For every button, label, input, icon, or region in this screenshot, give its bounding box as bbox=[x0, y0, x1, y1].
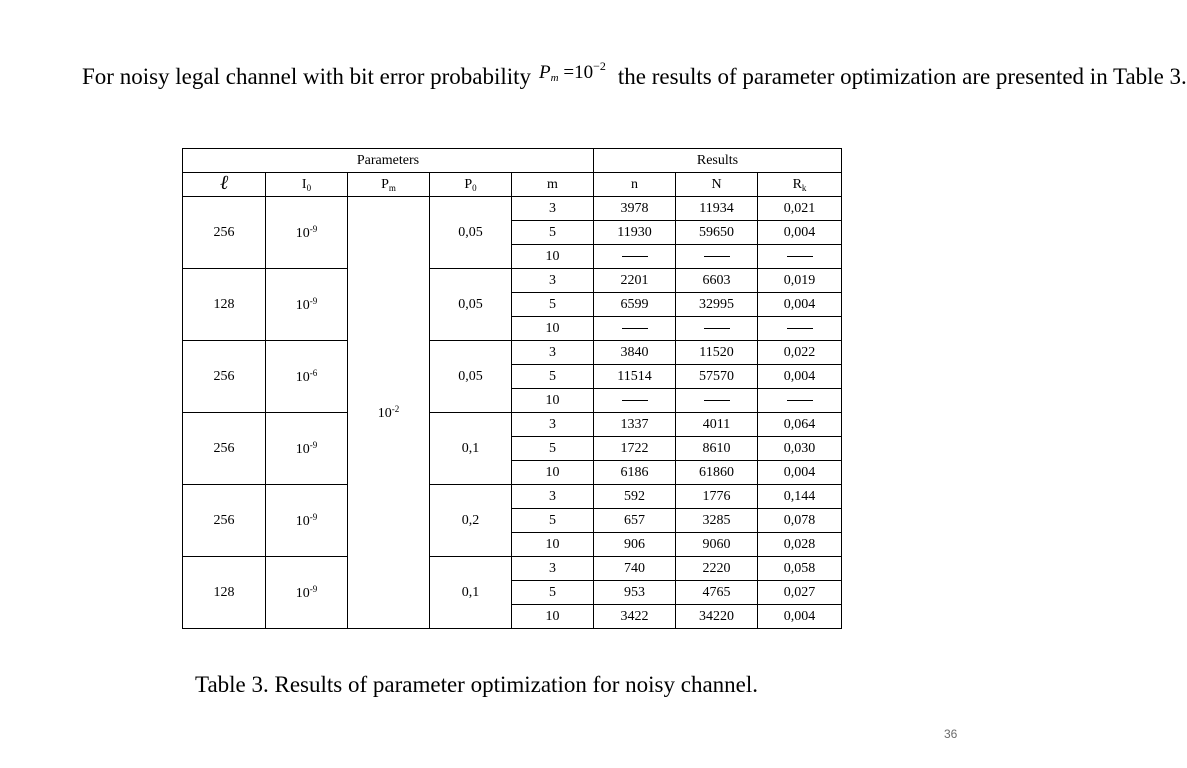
column-header-subscript: 0 bbox=[472, 182, 477, 193]
cell-ell: 128 bbox=[183, 269, 266, 341]
cell-N: 9060 bbox=[676, 533, 758, 557]
i0-exp: -9 bbox=[309, 583, 318, 594]
cell-p0: 0,05 bbox=[430, 341, 512, 413]
cell-Rk: 0,078 bbox=[758, 509, 842, 533]
cell-n: 592 bbox=[594, 485, 676, 509]
cell-ell: 256 bbox=[183, 413, 266, 485]
i0-base: 10 bbox=[295, 585, 310, 601]
cell-m: 10 bbox=[512, 245, 594, 269]
intro-text-before: For noisy legal channel with bit error probability bbox=[82, 64, 532, 89]
column-header-label: P bbox=[464, 176, 473, 192]
results-table bbox=[182, 148, 842, 629]
cell-ell: 128 bbox=[183, 557, 266, 629]
cell-Rk: 0,022 bbox=[758, 341, 842, 365]
cell-N: 8610 bbox=[676, 437, 758, 461]
cell-n: 3840 bbox=[594, 341, 676, 365]
cell-N: 59650 bbox=[676, 221, 758, 245]
cell-N bbox=[676, 317, 758, 341]
column-header-label: I bbox=[301, 176, 307, 192]
column-header-N bbox=[676, 173, 758, 197]
bit-error-formula bbox=[539, 50, 606, 95]
cell-n: 2201 bbox=[594, 269, 676, 293]
column-header-subscript: 0 bbox=[306, 182, 312, 193]
cell-p0: 0,05 bbox=[430, 197, 512, 269]
cell-ell: 256 bbox=[183, 197, 266, 269]
pm-base: 10 bbox=[377, 405, 392, 421]
i0-exp: -9 bbox=[309, 295, 318, 306]
cell-Rk: 0,004 bbox=[758, 605, 842, 629]
cell-N: 4011 bbox=[676, 413, 758, 437]
table-row bbox=[183, 485, 842, 509]
cell-Rk: 0,064 bbox=[758, 413, 842, 437]
cell-N bbox=[676, 245, 758, 269]
cell-m: 5 bbox=[512, 509, 594, 533]
dash-mark bbox=[787, 400, 813, 401]
cell-ell: 256 bbox=[183, 341, 266, 413]
table-row bbox=[183, 269, 842, 293]
cell-m: 5 bbox=[512, 293, 594, 317]
cell-n: 740 bbox=[594, 557, 676, 581]
i0-exp: -9 bbox=[309, 439, 318, 450]
cell-m: 3 bbox=[512, 197, 594, 221]
cell-n: 3422 bbox=[594, 605, 676, 629]
cell-p0: 0,2 bbox=[430, 485, 512, 557]
cell-n: 11930 bbox=[594, 221, 676, 245]
cell-Rk bbox=[758, 317, 842, 341]
dash-mark bbox=[787, 256, 813, 257]
cell-m: 10 bbox=[512, 605, 594, 629]
cell-ell: 256 bbox=[183, 485, 266, 557]
cell-i0 bbox=[266, 269, 348, 341]
cell-m: 3 bbox=[512, 269, 594, 293]
dash-mark bbox=[622, 400, 648, 401]
dash-mark bbox=[704, 256, 730, 257]
column-header-label: N bbox=[711, 176, 722, 192]
cell-n bbox=[594, 389, 676, 413]
parameters-group-header: Parameters bbox=[183, 149, 594, 173]
formula-exp: −2 bbox=[593, 59, 606, 73]
column-header-label: P bbox=[381, 176, 389, 192]
cell-n: 953 bbox=[594, 581, 676, 605]
cell-i0 bbox=[266, 341, 348, 413]
table-row bbox=[183, 557, 842, 581]
cell-i0 bbox=[266, 197, 348, 269]
cell-Rk: 0,058 bbox=[758, 557, 842, 581]
cell-N: 11520 bbox=[676, 341, 758, 365]
cell-N bbox=[676, 389, 758, 413]
cell-n bbox=[594, 245, 676, 269]
cell-N: 57570 bbox=[676, 365, 758, 389]
group-header-row bbox=[183, 149, 842, 173]
cell-n: 6599 bbox=[594, 293, 676, 317]
column-header-row bbox=[183, 173, 842, 197]
intro-text-after: the results of parameter optimization are presented in Table 3. bbox=[617, 64, 1187, 89]
cell-n: 6186 bbox=[594, 461, 676, 485]
column-header-P0 bbox=[430, 173, 512, 197]
column-header-I0 bbox=[266, 173, 348, 197]
cell-Rk: 0,004 bbox=[758, 293, 842, 317]
cell-Rk: 0,144 bbox=[758, 485, 842, 509]
cell-N: 4765 bbox=[676, 581, 758, 605]
column-header-label: ℓ bbox=[219, 171, 229, 194]
dash-mark bbox=[622, 328, 648, 329]
cell-i0 bbox=[266, 557, 348, 629]
column-header-Pm bbox=[348, 173, 430, 197]
table-body bbox=[183, 197, 842, 629]
cell-m: 3 bbox=[512, 557, 594, 581]
cell-m: 10 bbox=[512, 317, 594, 341]
cell-m: 3 bbox=[512, 341, 594, 365]
column-header-m bbox=[512, 173, 594, 197]
results-group-header: Results bbox=[594, 149, 842, 173]
column-header-subscript: k bbox=[801, 182, 807, 193]
pm-exp: -2 bbox=[391, 403, 400, 414]
cell-Rk: 0,019 bbox=[758, 269, 842, 293]
cell-Rk: 0,004 bbox=[758, 365, 842, 389]
column-header-ell bbox=[183, 173, 266, 197]
i0-base: 10 bbox=[295, 225, 310, 241]
cell-p0: 0,1 bbox=[430, 413, 512, 485]
table-row bbox=[183, 413, 842, 437]
i0-base: 10 bbox=[295, 441, 310, 457]
page-number: 36 bbox=[944, 727, 958, 741]
cell-m: 5 bbox=[512, 365, 594, 389]
cell-Rk: 0,021 bbox=[758, 197, 842, 221]
cell-n bbox=[594, 317, 676, 341]
cell-n: 3978 bbox=[594, 197, 676, 221]
i0-exp: -6 bbox=[309, 367, 318, 378]
cell-Rk bbox=[758, 389, 842, 413]
column-header-n bbox=[594, 173, 676, 197]
cell-N: 6603 bbox=[676, 269, 758, 293]
cell-m: 3 bbox=[512, 485, 594, 509]
cell-Rk: 0,004 bbox=[758, 461, 842, 485]
formula-sub: m bbox=[550, 72, 559, 84]
intro-paragraph bbox=[82, 56, 1187, 101]
cell-m: 5 bbox=[512, 581, 594, 605]
cell-Rk: 0,028 bbox=[758, 533, 842, 557]
i0-exp: -9 bbox=[309, 511, 318, 522]
cell-Rk: 0,004 bbox=[758, 221, 842, 245]
cell-N: 11934 bbox=[676, 197, 758, 221]
cell-p0: 0,1 bbox=[430, 557, 512, 629]
cell-m: 10 bbox=[512, 461, 594, 485]
cell-p0: 0,05 bbox=[430, 269, 512, 341]
column-header-Rk bbox=[758, 173, 842, 197]
i0-base: 10 bbox=[295, 513, 310, 529]
formula-var: P bbox=[539, 62, 551, 83]
cell-n: 11514 bbox=[594, 365, 676, 389]
cell-N: 32995 bbox=[676, 293, 758, 317]
column-header-subscript: m bbox=[388, 182, 396, 193]
table-row bbox=[183, 197, 842, 221]
dash-mark bbox=[704, 400, 730, 401]
cell-n: 657 bbox=[594, 509, 676, 533]
cell-N: 2220 bbox=[676, 557, 758, 581]
column-header-label: n bbox=[631, 176, 638, 192]
cell-Rk: 0,027 bbox=[758, 581, 842, 605]
column-header-label: m bbox=[547, 176, 558, 192]
cell-m: 10 bbox=[512, 389, 594, 413]
cell-m: 10 bbox=[512, 533, 594, 557]
cell-N: 3285 bbox=[676, 509, 758, 533]
cell-pm bbox=[348, 197, 430, 629]
table-row bbox=[183, 341, 842, 365]
dash-mark bbox=[704, 328, 730, 329]
cell-m: 3 bbox=[512, 413, 594, 437]
dash-mark bbox=[622, 256, 648, 257]
cell-m: 5 bbox=[512, 221, 594, 245]
cell-N: 34220 bbox=[676, 605, 758, 629]
cell-Rk: 0,030 bbox=[758, 437, 842, 461]
cell-m: 5 bbox=[512, 437, 594, 461]
cell-i0 bbox=[266, 485, 348, 557]
i0-exp: -9 bbox=[309, 223, 318, 234]
dash-mark bbox=[787, 328, 813, 329]
cell-N: 61860 bbox=[676, 461, 758, 485]
i0-base: 10 bbox=[295, 369, 310, 385]
formula-base: 10 bbox=[574, 62, 594, 83]
column-header-label: R bbox=[792, 176, 802, 192]
formula-eq: = bbox=[563, 62, 575, 83]
cell-n: 906 bbox=[594, 533, 676, 557]
table-caption: Table 3. Results of parameter optimization for noisy channel. bbox=[195, 672, 759, 697]
cell-n: 1337 bbox=[594, 413, 676, 437]
cell-i0 bbox=[266, 413, 348, 485]
i0-base: 10 bbox=[295, 297, 310, 313]
cell-n: 1722 bbox=[594, 437, 676, 461]
cell-Rk bbox=[758, 245, 842, 269]
cell-N: 1776 bbox=[676, 485, 758, 509]
